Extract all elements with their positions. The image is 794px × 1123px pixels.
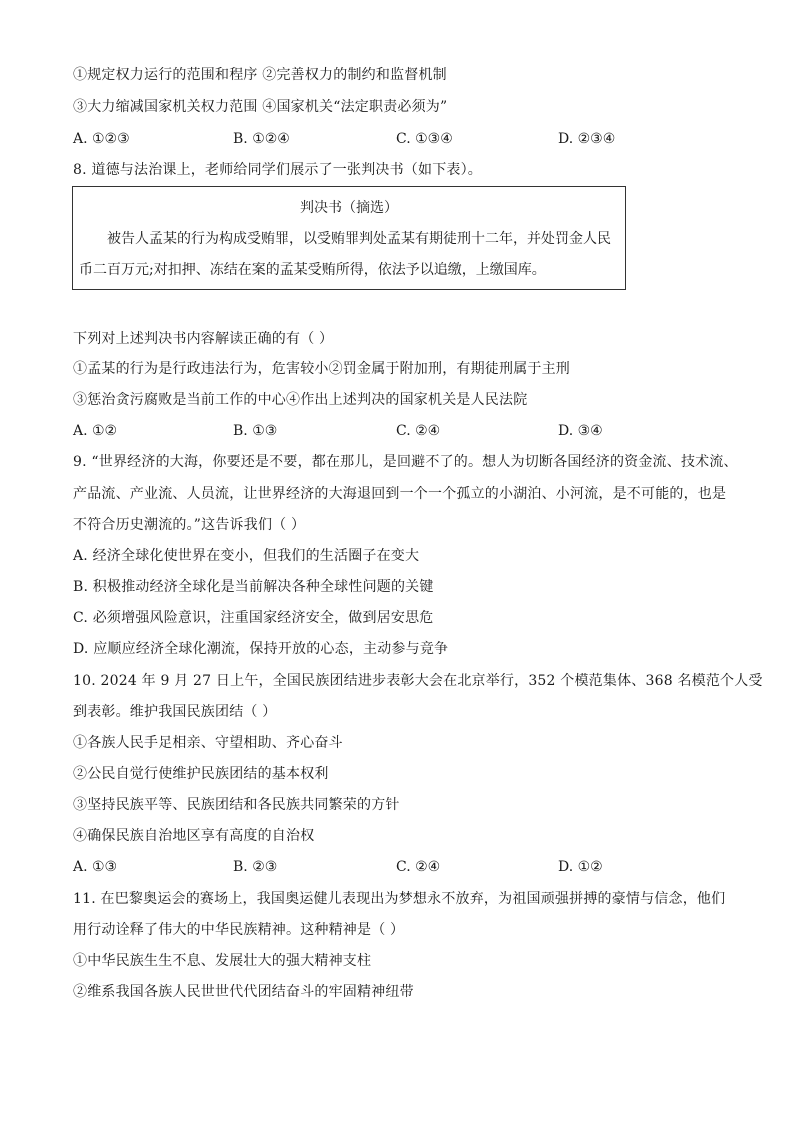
q8-statement-line-2: ③惩治贪污腐败是当前工作的中心④作出上述判决的国家机关是人民法院: [73, 392, 528, 408]
q8-question: 下列对上述判决书内容解读正确的有（ ）: [73, 331, 334, 347]
q8-stem: 8. 道德与法治课上，老师给同学们展示了一张判决书（如下表）。: [73, 162, 483, 178]
q9-stem-line-2: 产品流、产业流、人员流，让世界经济的大海退回到一个一个孤立的小湖泊、小河流，是不可能的，也是: [73, 486, 727, 502]
q10-option-d: D. ①②: [558, 859, 603, 875]
q9-option-d: D. 应顺应经济全球化潮流，保持开放的心态，主动参与竞争: [73, 641, 449, 657]
q11-stem-line-2: 用行动诠释了伟大的中华民族精神。这种精神是（ ）: [73, 922, 405, 938]
q9-option-b: B. 积极推动经济全球化是当前解决各种全球性问题的关键: [73, 579, 434, 595]
q10-stem-line-1: 10. 2024 年 9 月 27 日上午，全国民族团结进步表彰大会在北京举行，352 个模范集体、368 名模范个人受: [73, 673, 763, 689]
q10-statement-4: ④确保民族自治地区享有高度的自治权: [73, 828, 315, 844]
q8-option-a: A. ①②: [73, 423, 118, 439]
q7-option-b: B. ①②④: [233, 131, 290, 147]
q9-stem-line-1: 9. “世界经济的大海，你要还是不要，都在那儿，是回避不了的。想人为切断各国经济的资金流、技术流、: [73, 454, 738, 470]
q10-option-a: A. ①③: [73, 859, 118, 875]
q9-option-a: A. 经济全球化使世界在变小，但我们的生活圈子在变大: [73, 548, 420, 564]
q10-statement-2: ②公民自觉行使维护民族团结的基本权利: [73, 766, 329, 782]
q8-option-c: C. ②④: [396, 423, 441, 439]
q10-option-c: C. ②④: [396, 859, 441, 875]
judgment-box-line-1: 被告人孟某的行为构成受贿罪，以受贿罪判处孟某有期徒刑十二年，并处罚金人民: [107, 231, 611, 247]
q7-option-a: A. ①②③: [73, 131, 130, 147]
q10-stem-line-2: 到表彰。维护我国民族团结（ ）: [73, 704, 277, 720]
q11-statement-2: ②维系我国各族人民世世代代团结奋斗的牢固精神纽带: [73, 984, 414, 1000]
q8-option-b: B. ①③: [233, 423, 278, 439]
judgment-box: [72, 186, 626, 290]
q7-statement-line-2: ③大力缩减国家机关权力范围 ④国家机关“法定职责必须为”: [73, 99, 448, 115]
q9-option-c: C. 必须增强风险意识，注重国家经济安全，做到居安思危: [73, 610, 434, 626]
judgment-box-line-2: 币二百万元;对扣押、冻结在案的孟某受贿所得，依法予以追缴，上缴国库。: [79, 262, 546, 278]
q7-option-d: D. ②③④: [558, 131, 616, 147]
q7-statement-line-1: ①规定权力运行的范围和程序 ②完善权力的制约和监督机制: [73, 67, 447, 83]
q9-stem-line-3: 不符合历史潮流的。”这告诉我们（ ）: [73, 517, 306, 533]
q8-option-d: D. ③④: [558, 423, 603, 439]
judgment-box-title: 判决书（摘选）: [300, 200, 398, 216]
q8-statement-line-1: ①孟某的行为是行政违法行为，危害较小②罚金属于附加刑，有期徒刑属于主刑: [73, 361, 570, 377]
q11-statement-1: ①中华民族生生不息、发展壮大的强大精神支柱: [73, 953, 372, 969]
q10-statement-3: ③坚持民族平等、民族团结和各民族共同繁荣的方针: [73, 797, 400, 813]
q11-stem-line-1: 11. 在巴黎奥运会的赛场上，我国奥运健儿表现出为梦想永不放弃，为祖国顽强拼搏的豪情与信念，他们: [73, 891, 726, 907]
q10-option-b: B. ②③: [233, 859, 278, 875]
q10-statement-1: ①各族人民手足相亲、守望相助、齐心奋斗: [73, 735, 343, 751]
q7-option-c: C. ①③④: [396, 131, 453, 147]
